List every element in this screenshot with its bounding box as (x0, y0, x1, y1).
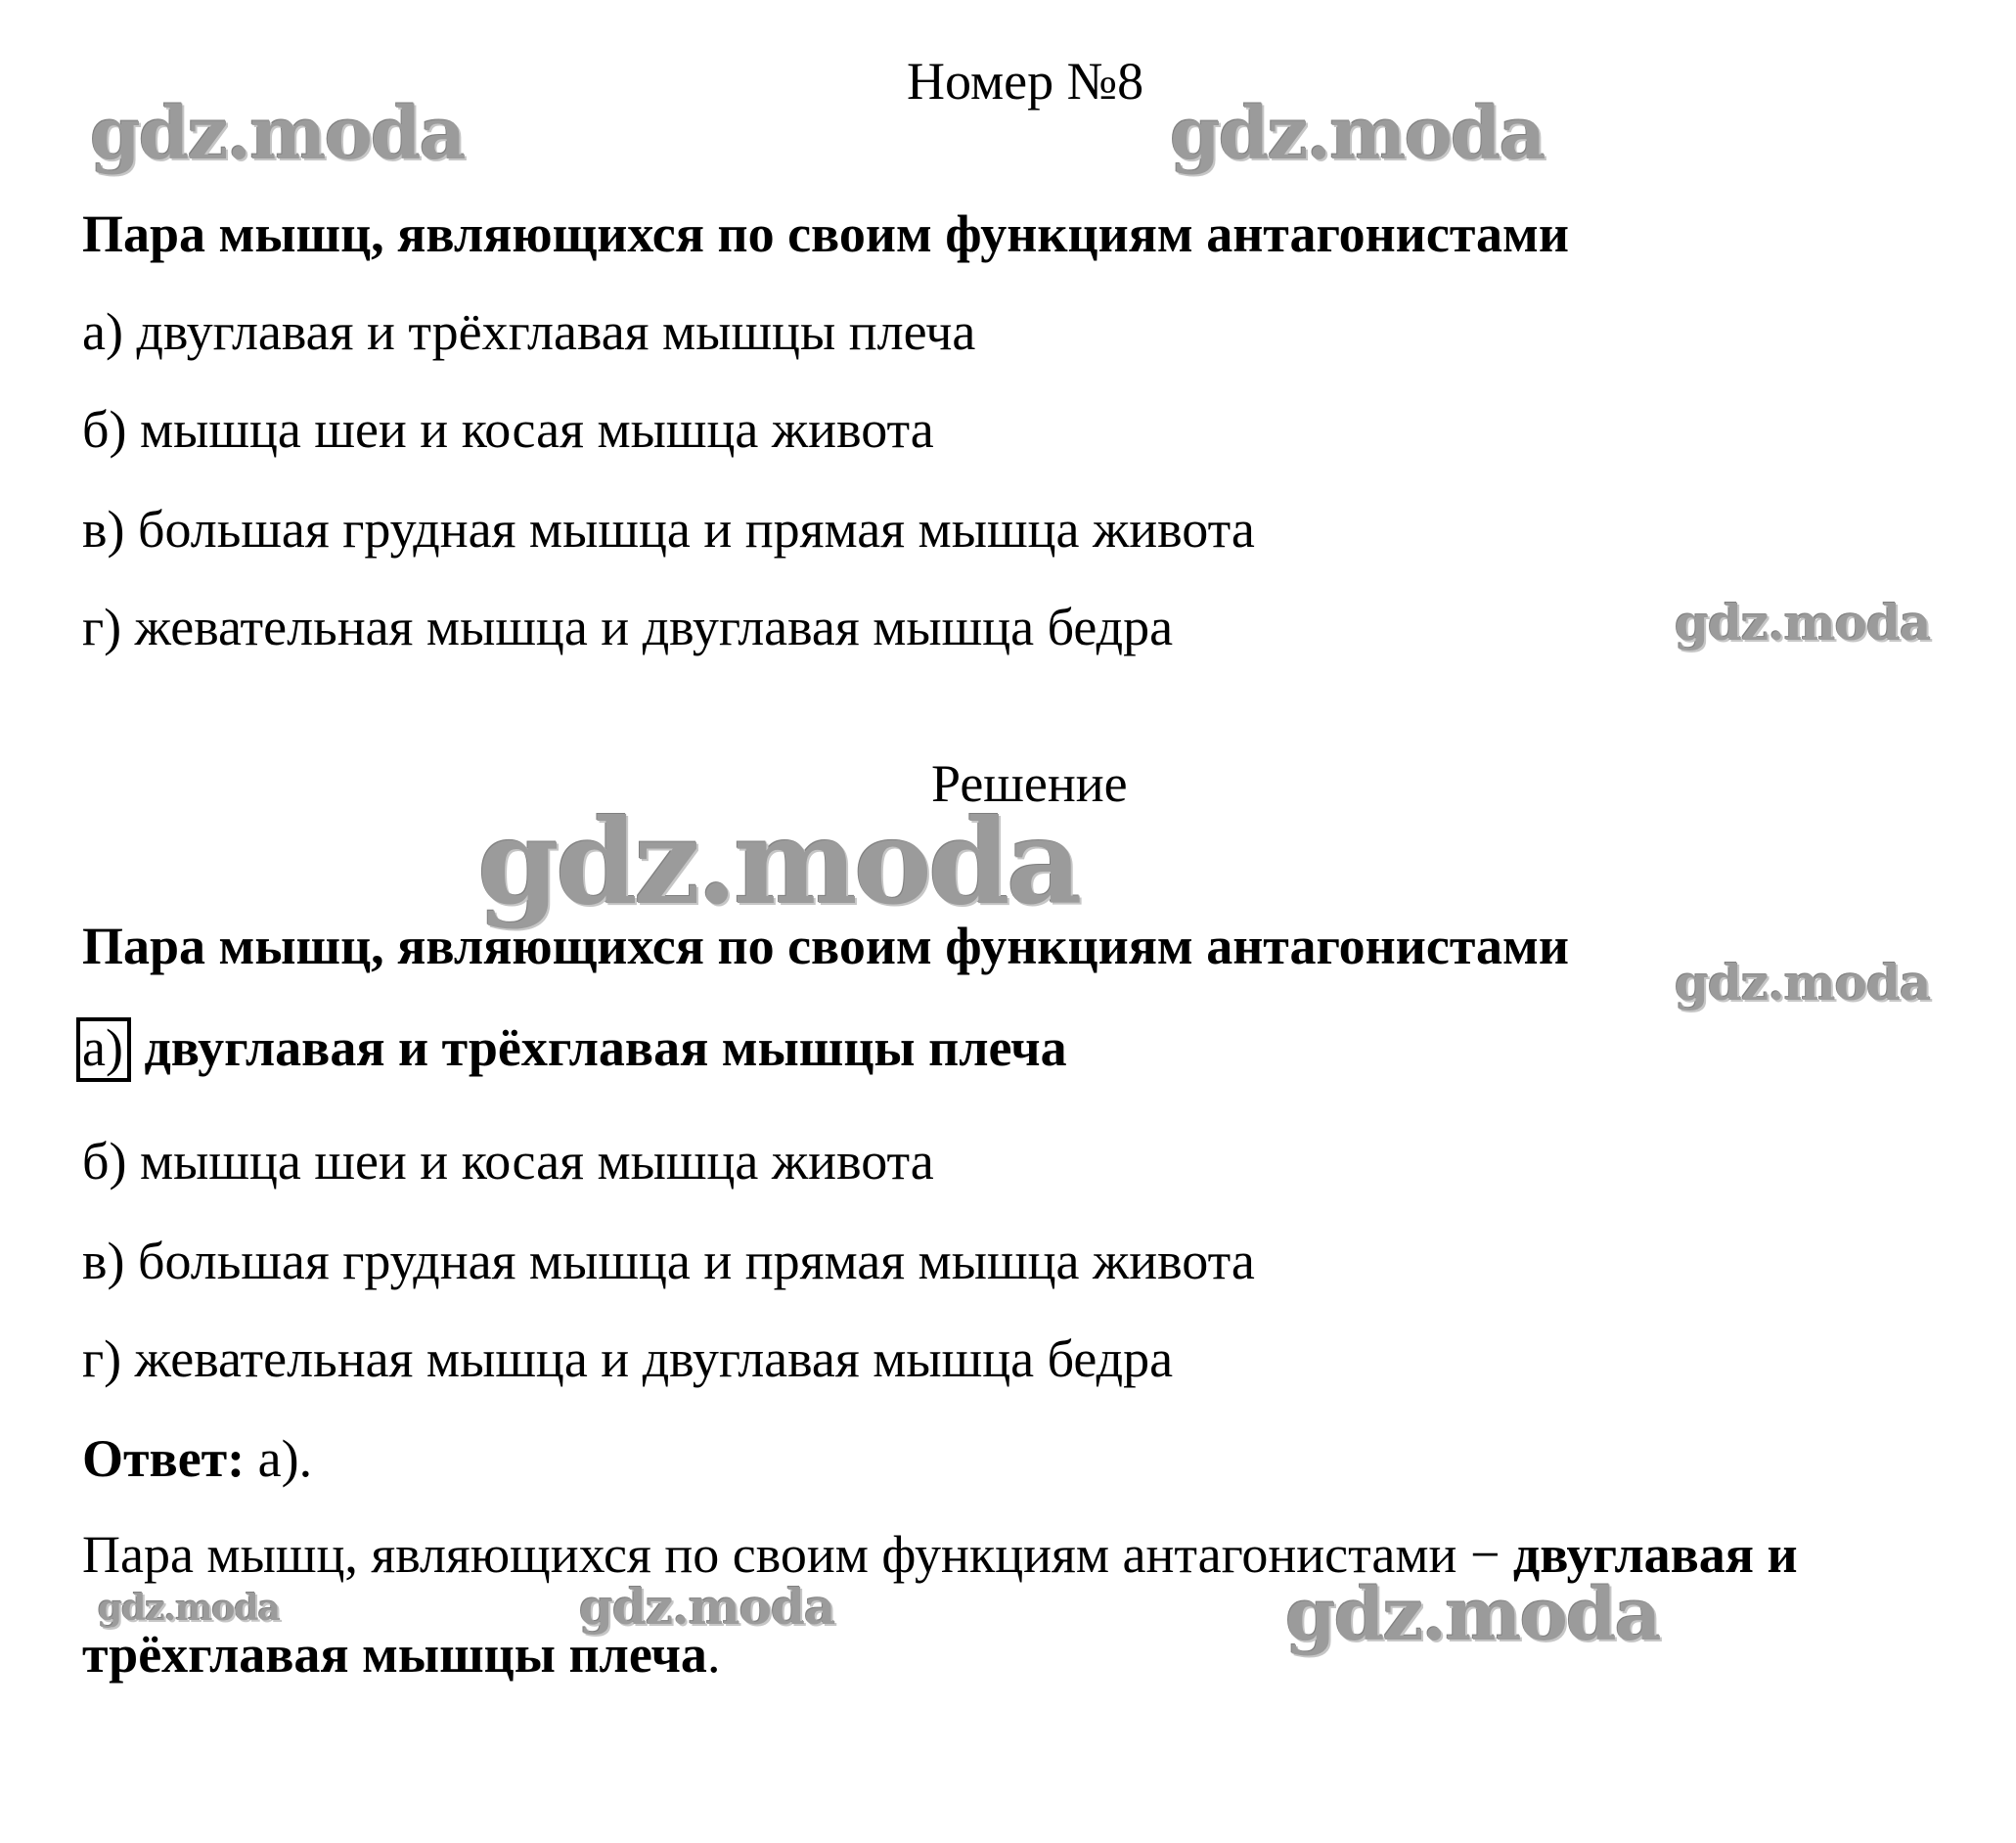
explanation-bold-2: трёхглавая мышцы плеча (82, 1625, 707, 1684)
problem-option-b: б) мышца шеи и косая мышца живота (82, 400, 934, 459)
watermark-logo: gdz.moda (477, 793, 1079, 931)
solution-selected-option (82, 1017, 1067, 1082)
answer-label: Ответ: (82, 1429, 246, 1488)
solution-option-b: б) мышца шеи и косая мышца живота (82, 1132, 934, 1191)
selected-answer-text: двуглавая и трёхглавая мышцы плеча (144, 1018, 1067, 1077)
watermark-logo: gdz.moda (1675, 954, 1931, 1011)
watermark-logo: gdz.moda (1675, 594, 1931, 652)
explanation-bold-1: двуглавая и (1512, 1525, 1798, 1584)
watermark-logo: gdz.moda (98, 1588, 280, 1629)
answer-value: а). (245, 1429, 313, 1488)
watermark-logo: gdz.moda (90, 92, 465, 176)
watermark-logo: gdz.moda (1170, 92, 1545, 176)
explanation-suffix: . (706, 1625, 721, 1684)
problem-question: Пара мышц, являющихся по своим функциям антагонистами (82, 204, 1569, 263)
problem-option-a: а) двуглавая и трёхглавая мышцы плеча (82, 302, 976, 361)
explanation-line-2 (82, 1625, 721, 1684)
answer-line (82, 1429, 313, 1488)
problem-option-g: г) жевательная мышца и двуглавая мышца бедра (82, 598, 1174, 656)
solution-option-g: г) жевательная мышца и двуглавая мышца бедра (82, 1329, 1174, 1388)
explanation-prefix: Пара мышц, являющихся по своим функциям антагонистами − (82, 1525, 1513, 1584)
solution-option-v: в) большая грудная мышца и прямая мышца живота (82, 1232, 1255, 1290)
solution-heading: Решение (931, 754, 1128, 813)
watermark-logo: gdz.moda (579, 1578, 835, 1636)
problem-number: Номер №8 (907, 52, 1144, 111)
solution-question: Пара мышц, являющихся по своим функциям антагонистами (82, 917, 1569, 975)
problem-option-v: в) большая грудная мышца и прямая мышца живота (82, 500, 1255, 559)
watermark-logo: gdz.moda (1285, 1573, 1660, 1657)
selected-answer-box: а) (76, 1017, 131, 1082)
